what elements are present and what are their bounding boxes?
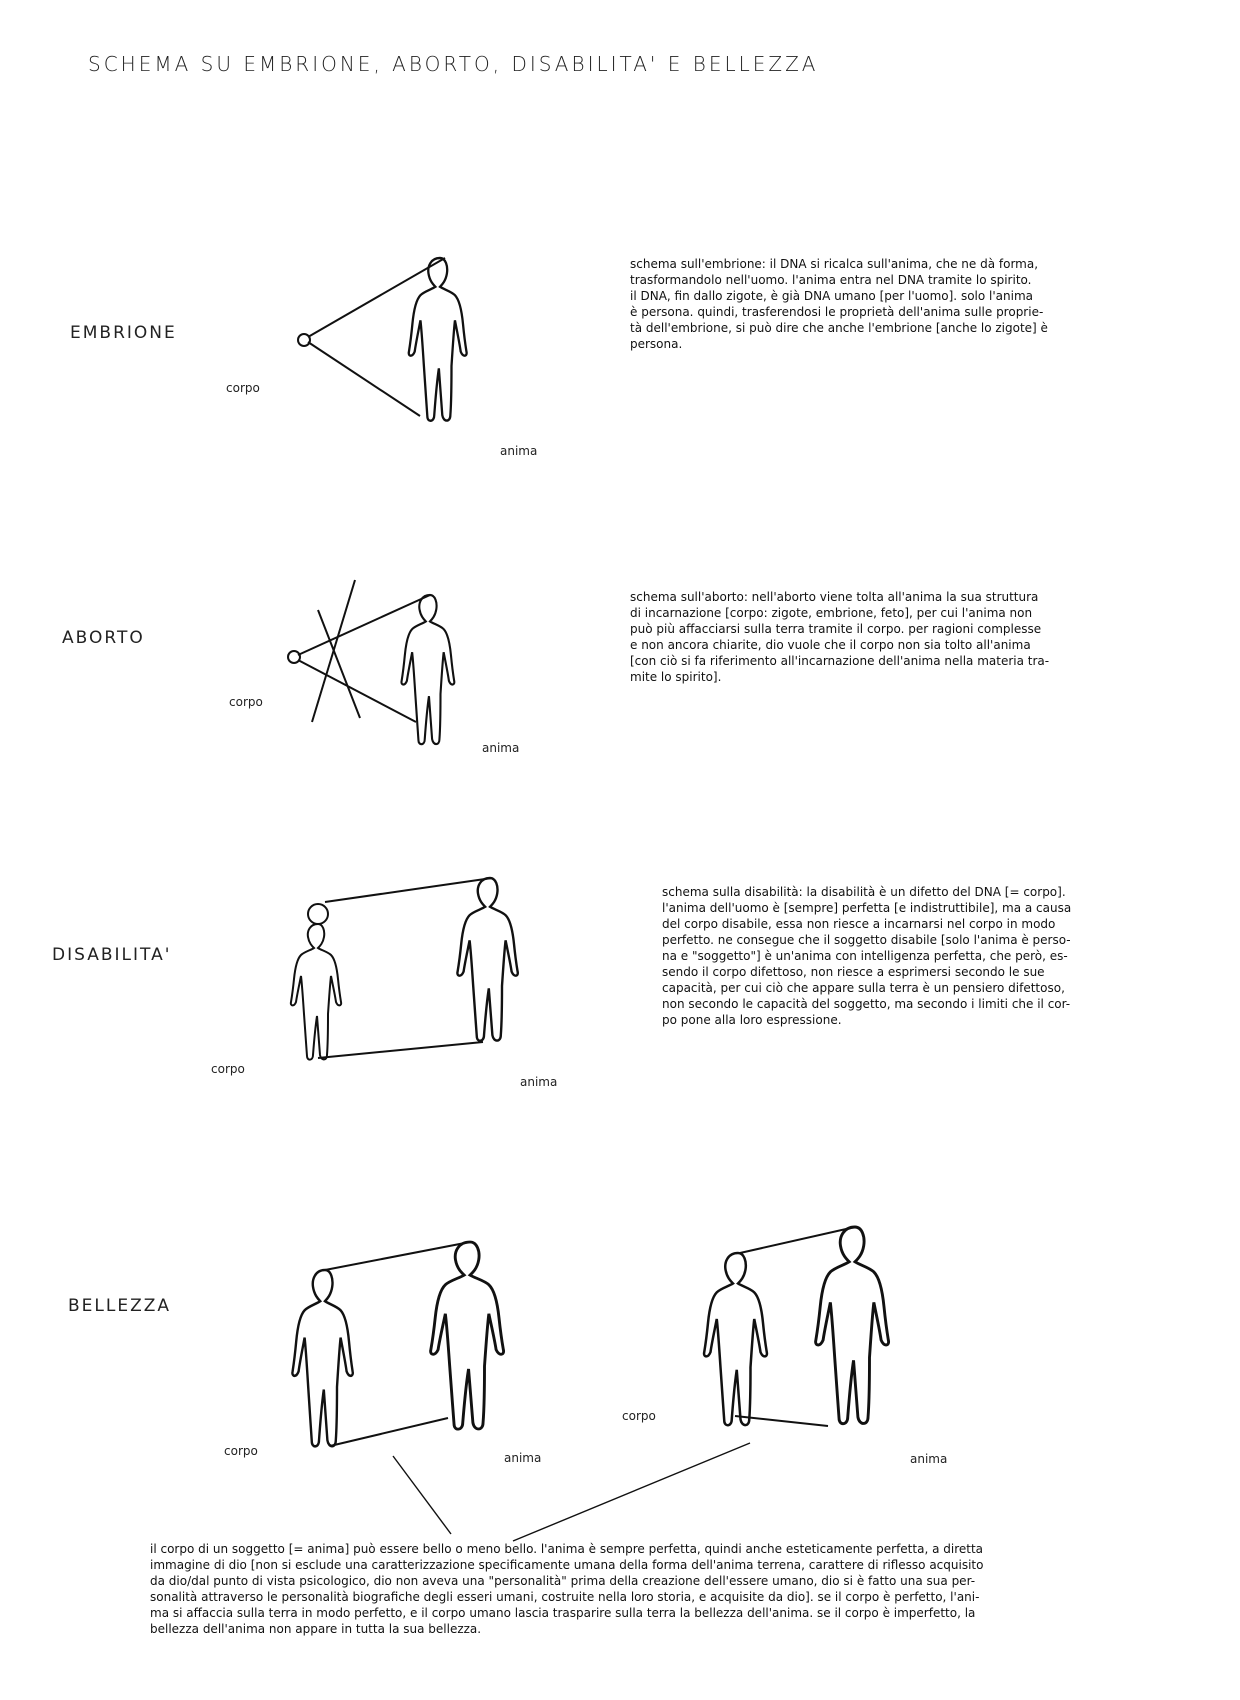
bellezza-left-anima-label: anima	[504, 1451, 542, 1465]
label-aborto: ABORTO	[62, 628, 145, 648]
aborto-diagram	[288, 580, 454, 744]
aborto-text: schema sull'aborto: nell'aborto viene tolta all'anima la sua struttura di incarnazione [corpo: zigote, embrione, feto], per cui l'anima non può più affacciarsi sulla terra tramite il corpo. per ragioni complesse e non ancora chiarite, dio vuole che il corpo non sia tolto all'anima [con ciò si fa riferimento all'incarnazione dell'anima nella materia tra- mite lo spirito].	[630, 590, 1050, 684]
embrione-line-bottom	[308, 342, 420, 416]
aborto-anima-figure	[401, 595, 454, 744]
bellezza-left-line-bottom	[330, 1418, 448, 1446]
disabilita-corpo-figure	[291, 924, 341, 1060]
aborto-anima-label: anima	[482, 741, 520, 755]
bellezza-diagram-right	[704, 1227, 889, 1426]
embrione-anima-label: anima	[500, 444, 538, 458]
bellezza-left-corpo-label: corpo	[224, 1444, 258, 1458]
disabilita-corpo-head	[308, 904, 328, 924]
embrione-corpo-label: corpo	[226, 381, 260, 395]
bellezza-diagram-left	[292, 1242, 503, 1446]
bellezza-right-corpo-label: corpo	[622, 1409, 656, 1423]
embrione-line-top	[308, 258, 445, 337]
bellezza-text: il corpo di un soggetto [= anima] può essere bello o meno bello. l'anima è sempre perfetta, quindi anche esteticamente perfetta, a diretta immagine di dio [non si esclude una caratterizzazione specificamente umana della forma dell'anima terrena, carattere di riflesso acquisito da dio/dal punto di vista psicologico, dio non aveva una "personalità" prima della creazione dell'essere umano, dio si è fatto una sua per- sonalità attraverso le personalità biografiche degli esseri umani, costruite nella loro storia, e acquisite da dio]. se il corpo è perfetto, l'ani- ma si affaccia sulla terra in modo perfetto, e il corpo umano lascia trasparire sulla terra la bellezza dell'anima. se il corpo è imperfetto, la bellezza dell'anima non appare in tutta la sua bellezza.	[150, 1542, 984, 1636]
disabilita-diagram	[291, 878, 518, 1060]
aborto-cross-2	[312, 580, 355, 722]
bellezza-pointer-right	[513, 1443, 750, 1541]
embrione-anima-figure	[409, 258, 467, 421]
label-disabilita: DISABILITA'	[52, 945, 172, 965]
bellezza-right-anima-label: anima	[910, 1452, 948, 1466]
bellezza-pointer-left	[393, 1456, 451, 1534]
disabilita-line-top	[325, 878, 492, 902]
bellezza-right-anima-figure	[816, 1227, 889, 1424]
disabilita-anima-figure	[457, 878, 517, 1041]
bellezza-left-line-top	[325, 1242, 470, 1270]
label-embrione: EMBRIONE	[70, 323, 177, 343]
aborto-cross-1	[318, 610, 360, 718]
embrione-text: schema sull'embrione: il DNA si ricalca sull'anima, che ne dà forma, trasformandolo nell'uomo. l'anima entra nel DNA tramite lo spirito. il DNA, fin dallo zigote, è già DNA umano [per l'uomo]. solo l'anima è persona. quindi, trasferendosi le proprietà dell'anima sulle proprie- tà dell'embrione, si può dire che anche l'embrione [anche lo zigote] è persona.	[630, 257, 1048, 351]
disabilita-line-bottom	[318, 1042, 483, 1058]
aborto-corpo-label: corpo	[229, 695, 263, 709]
disabilita-text: schema sulla disabilità: la disabilità è un difetto del DNA [= corpo]. l'anima dell'uomo è [sempre] perfetta [e indistruttibile], ma a causa del corpo disabile, essa non riesce a incarnarsi nel corpo in modo perfetto. ne consegue che il soggetto disabile [solo l'anima è perso- na e "soggetto"] è un'anima con intelligenza perfetta, che però, es- sendo il corpo difettoso, non riesce a esprimersi secondo le sue capacità, per cui ciò che appare sulla terra è un pensiero difettoso, non secondo le capacità del soggetto, ma secondo i limiti che il cor- po pone alla loro espressione.	[662, 885, 1072, 1027]
embrione-zygote	[298, 334, 310, 346]
bellezza-right-corpo-figure	[704, 1253, 767, 1425]
bellezza-left-corpo-figure	[292, 1270, 352, 1446]
bellezza-left-anima-figure	[431, 1242, 504, 1429]
bellezza-right-line-top	[740, 1227, 855, 1253]
aborto-zygote	[288, 651, 300, 663]
aborto-line-top	[298, 595, 430, 655]
embrione-diagram	[298, 258, 467, 421]
disabilita-anima-label: anima	[520, 1075, 558, 1089]
label-bellezza: BELLEZZA	[68, 1296, 172, 1316]
disabilita-corpo-label: corpo	[211, 1062, 245, 1076]
page-title: SCHEMA SU EMBRIONE, ABORTO, DISABILITA' E BELLEZZA	[88, 52, 819, 76]
